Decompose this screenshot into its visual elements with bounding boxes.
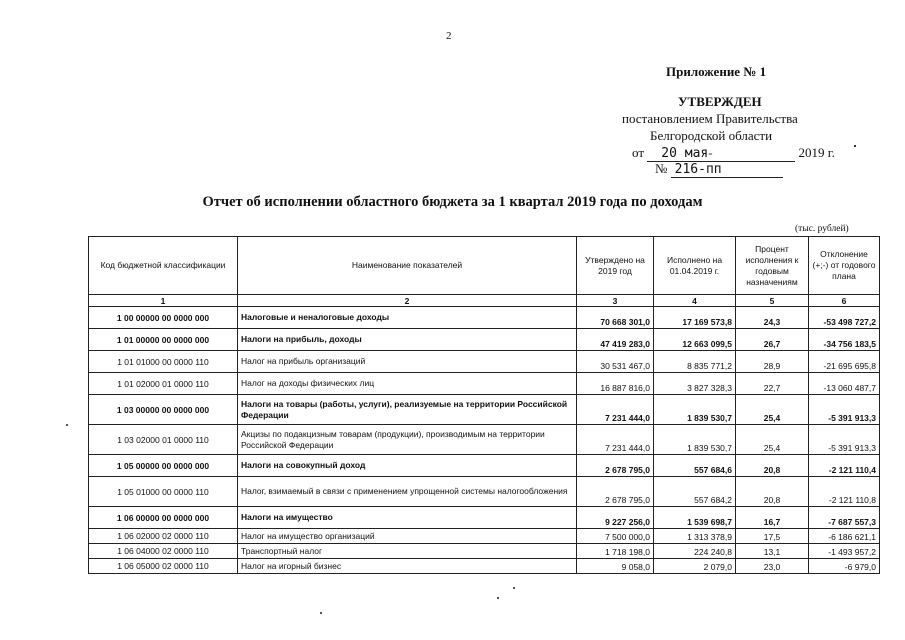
budget-code-cell: 1 01 00000 00 0000 000 (89, 329, 238, 351)
percent-cell: 23,0 (736, 559, 809, 574)
executed-amount-cell: 1 539 698,7 (654, 507, 736, 529)
indicator-name-cell: Налог на игорный бизнес (238, 559, 577, 574)
column-header-approved: Утверждено на 2019 год (577, 237, 654, 295)
indicator-name-cell: Налоги на совокупный доход (238, 455, 577, 477)
table-header-row (89, 237, 880, 295)
deviation-cell: -2 121 110,4 (809, 455, 880, 477)
approved-amount-cell: 7 231 444,0 (577, 425, 654, 455)
executed-amount-cell: 8 835 771,2 (654, 351, 736, 373)
executed-amount-cell: 1 839 530,7 (654, 395, 736, 425)
date-year: 2019 г. (798, 145, 835, 160)
table-row (89, 425, 880, 455)
deviation-cell: -2 121 110,8 (809, 477, 880, 507)
budget-code-cell: 1 01 01000 00 0000 110 (89, 351, 238, 373)
deviation-cell: -6 979,0 (809, 559, 880, 574)
executed-amount-cell: 1 313 378,9 (654, 529, 736, 544)
table-row (89, 477, 880, 507)
table-row (89, 529, 880, 544)
percent-cell: 25,4 (736, 425, 809, 455)
executed-amount-cell: 3 827 328,3 (654, 373, 736, 395)
date-prefix: от (632, 145, 645, 160)
deviation-cell: -1 493 957,2 (809, 544, 880, 559)
table-row (89, 455, 880, 477)
table-row (89, 559, 880, 574)
percent-cell: 16,7 (736, 507, 809, 529)
decree-line-1: постановлением Правительства (622, 111, 798, 126)
approved-amount-cell: 16 887 816,0 (577, 373, 654, 395)
decree-line-2: Белгородской области (650, 128, 773, 143)
column-number-row (89, 295, 880, 307)
table-row (89, 373, 880, 395)
approved-amount-cell: 70 668 301,0 (577, 307, 654, 329)
column-number: 1 (89, 295, 238, 307)
column-number: 2 (238, 295, 577, 307)
indicator-name-cell: Налоговые и неналоговые доходы (238, 307, 577, 329)
indicator-name-cell: Акцизы по подакцизным товарам (продукции), производимым на территории Российской Федерации (238, 425, 577, 455)
table-row (89, 507, 880, 529)
indicator-name-cell: Налог на прибыль организаций (238, 351, 577, 373)
indicator-name-cell: Налог, взимаемый в связи с применением упрощенной системы налогообложения (238, 477, 577, 507)
executed-amount-cell: 12 663 099,5 (654, 329, 736, 351)
executed-amount-cell: 2 079,0 (654, 559, 736, 574)
approved-amount-cell: 7 500 000,0 (577, 529, 654, 544)
table-row (89, 351, 880, 373)
scan-speck (854, 145, 856, 147)
approved-amount-cell: 30 531 467,0 (577, 351, 654, 373)
number-prefix: № (655, 161, 668, 176)
percent-cell: 20,8 (736, 477, 809, 507)
budget-code-cell: 1 06 05000 02 0000 110 (89, 559, 238, 574)
units-label: (тыс. рублей) (795, 224, 849, 234)
deviation-cell: -53 498 727,2 (809, 307, 880, 329)
budget-code-cell: 1 06 02000 02 0000 110 (89, 529, 238, 544)
column-number: 4 (654, 295, 736, 307)
deviation-cell: -21 695 695,8 (809, 351, 880, 373)
table-row (89, 307, 880, 329)
column-header-deviation: Отклонение (+;-) от годового плана (809, 237, 880, 295)
percent-cell: 28,9 (736, 351, 809, 373)
percent-cell: 26,7 (736, 329, 809, 351)
deviation-cell: -34 756 183,5 (809, 329, 880, 351)
deviation-cell: -5 391 913,3 (809, 425, 880, 455)
executed-amount-cell: 224 240,8 (654, 544, 736, 559)
executed-amount-cell: 557 684,2 (654, 477, 736, 507)
approved-amount-cell: 7 231 444,0 (577, 395, 654, 425)
executed-amount-cell: 1 839 530,7 (654, 425, 736, 455)
percent-cell: 20,8 (736, 455, 809, 477)
indicator-name-cell: Транспортный налог (238, 544, 577, 559)
date-value: 20 мая (661, 146, 709, 161)
page-number: 2 (446, 30, 452, 42)
appendix-label: Приложение № 1 (666, 64, 767, 79)
column-header-name: Наименование показателей (238, 237, 577, 295)
deviation-cell: -13 060 487,7 (809, 373, 880, 395)
percent-cell: 24,3 (736, 307, 809, 329)
percent-cell: 25,4 (736, 395, 809, 425)
approved-label: УТВЕРЖДЕН (678, 94, 762, 109)
scan-speck (66, 424, 68, 426)
indicator-name-cell: Налоги на прибыль, доходы (238, 329, 577, 351)
executed-amount-cell: 17 169 573,8 (654, 307, 736, 329)
indicator-name-cell: Налоги на товары (работы, услуги), реализуемые на территории Российской Федерации (238, 395, 577, 425)
scan-speck (320, 612, 322, 614)
budget-code-cell: 1 03 02000 01 0000 110 (89, 425, 238, 455)
approved-amount-cell: 9 058,0 (577, 559, 654, 574)
decree-number (655, 161, 783, 178)
indicator-name-cell: Налог на доходы физических лиц (238, 373, 577, 395)
budget-code-cell: 1 06 00000 00 0000 000 (89, 507, 238, 529)
percent-cell: 13,1 (736, 544, 809, 559)
table-row (89, 395, 880, 425)
table-row (89, 544, 880, 559)
column-header-code: Код бюджетной классификации (89, 237, 238, 295)
indicator-name-cell: Налоги на имущество (238, 507, 577, 529)
number-value: 216-пп (674, 162, 722, 177)
indicator-name-cell: Налог на имущество организаций (238, 529, 577, 544)
budget-code-cell: 1 06 04000 02 0000 110 (89, 544, 238, 559)
budget-code-cell: 1 00 00000 00 0000 000 (89, 307, 238, 329)
table-row (89, 329, 880, 351)
column-number: 5 (736, 295, 809, 307)
approved-amount-cell: 47 419 283,0 (577, 329, 654, 351)
approved-amount-cell: 2 678 795,0 (577, 455, 654, 477)
percent-cell: 22,7 (736, 373, 809, 395)
column-number: 3 (577, 295, 654, 307)
executed-amount-cell: 557 684,6 (654, 455, 736, 477)
budget-code-cell: 1 03 00000 00 0000 000 (89, 395, 238, 425)
column-header-executed: Исполнено на 01.04.2019 г. (654, 237, 736, 295)
deviation-cell: -6 186 621,1 (809, 529, 880, 544)
column-number: 6 (809, 295, 880, 307)
report-title: Отчет об исполнении областного бюджета за 1 квартал 2019 года по доходам (202, 194, 703, 210)
revenue-table (88, 236, 880, 574)
budget-code-cell: 1 01 02000 01 0000 110 (89, 373, 238, 395)
approved-amount-cell: 2 678 795,0 (577, 477, 654, 507)
column-header-percent: Процент исполнения к годовым назначениям (736, 237, 809, 295)
percent-cell: 17,5 (736, 529, 809, 544)
deviation-cell: -7 687 557,3 (809, 507, 880, 529)
approved-amount-cell: 9 227 256,0 (577, 507, 654, 529)
deviation-cell: -5 391 913,3 (809, 395, 880, 425)
scan-speck (497, 597, 499, 599)
budget-code-cell: 1 05 00000 00 0000 000 (89, 455, 238, 477)
decree-date: от 20 мая- 2019 г. (632, 145, 835, 161)
budget-code-cell: 1 05 01000 00 0000 110 (89, 477, 238, 507)
scan-speck (513, 587, 515, 589)
approved-amount-cell: 1 718 198,0 (577, 544, 654, 559)
